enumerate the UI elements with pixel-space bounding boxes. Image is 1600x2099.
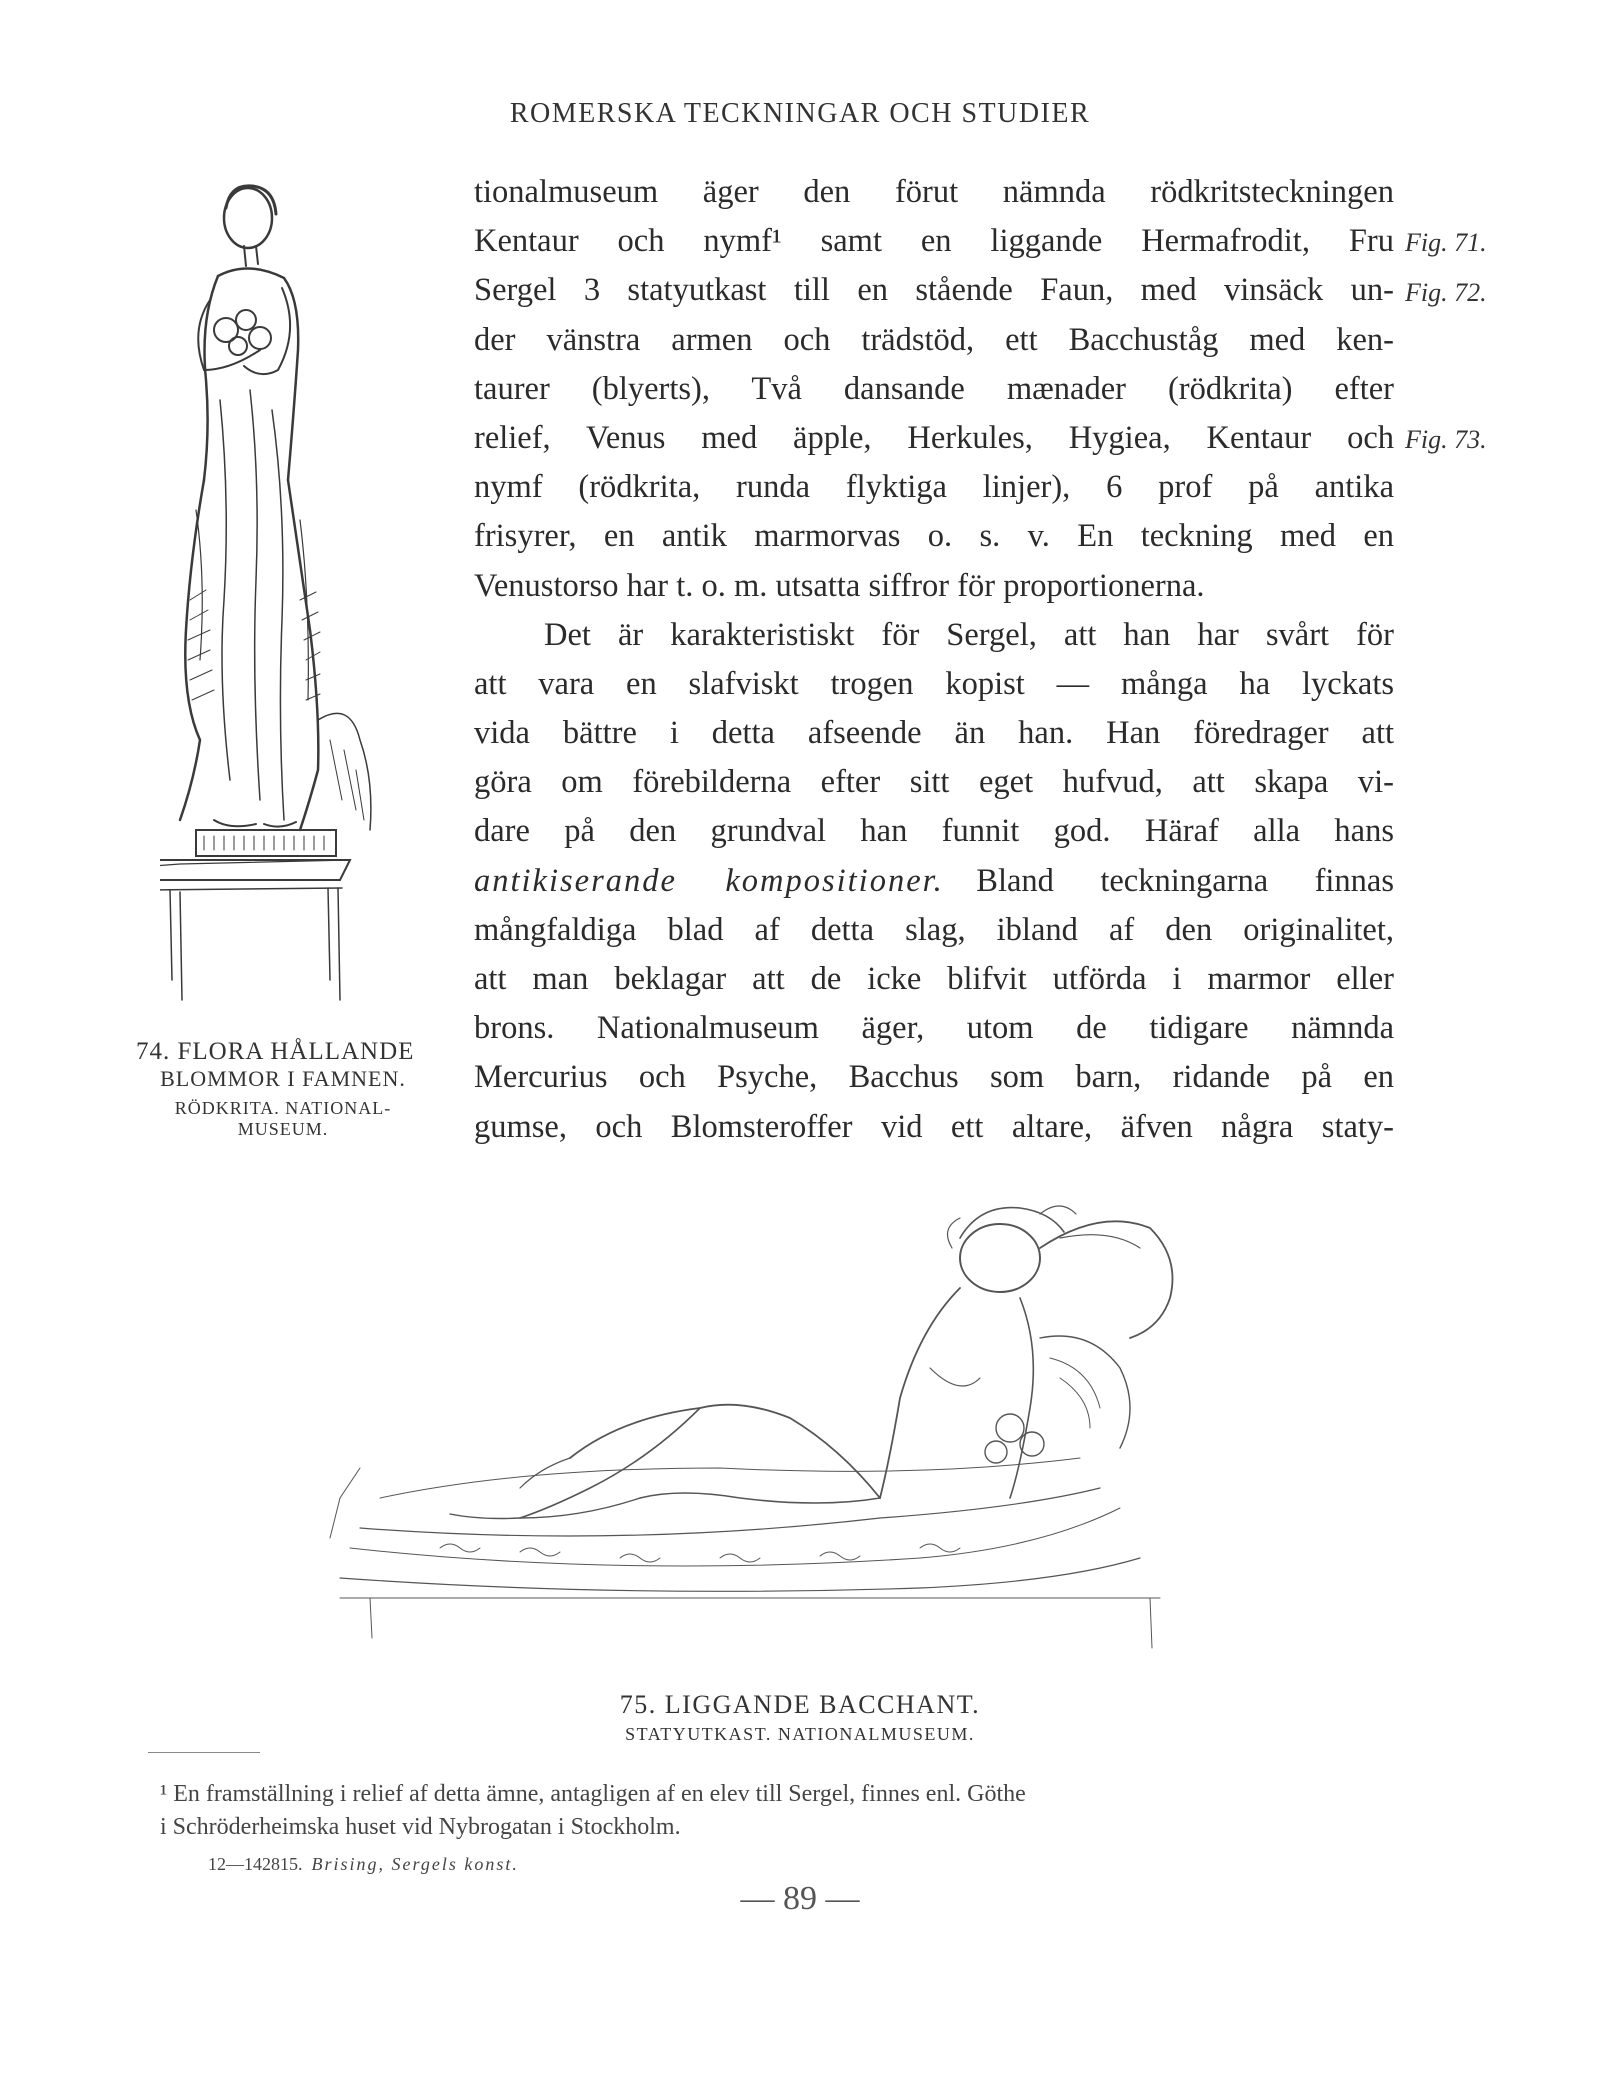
body-line-with-italic [474, 857, 1394, 906]
margin-ref-fig-72: Fig. 72. [1405, 278, 1487, 307]
printer-title: Brising, Sergels konst. [311, 1854, 519, 1874]
figure-75-caption-subtitle: STATYUTKAST. NATIONALMUSEUM. [625, 1724, 975, 1744]
body-line: mångfaldiga blad af detta slag, ibland af den originalitet, [474, 911, 1394, 948]
page-number: — 89 — [740, 1880, 860, 1917]
body-line: relief, Venus med äpple, Herkules, Hygiea, Kentaur och [474, 419, 1394, 456]
body-text [474, 168, 1394, 1152]
body-line: Kentaur och nymf¹ samt en liggande Hermafrodit, Fru [474, 223, 1394, 260]
figure-74-caption [128, 1038, 438, 1140]
body-line: tionalmuseum äger den förut nämnda rödkritsteckningen [474, 174, 1394, 210]
figure-75-caption-title: 75. LIGGANDE BACCHANT. [619, 1690, 981, 1719]
body-line: Det är karakteristiskt för Sergel, att han har svårt för [544, 616, 1394, 653]
footnote [160, 1778, 1360, 1844]
body-line: nymf (rödkrita, runda flyktiga linjer), 6 prof på antika [474, 469, 1394, 506]
footnote-rule [148, 1752, 260, 1753]
body-line: Mercurius och Psyche, Bacchus som barn, ridande på en [474, 1059, 1394, 1096]
figure-75-bacchant-drawing [320, 1168, 1200, 1668]
printer-code: 12—142815. [208, 1854, 303, 1874]
body-line: göra om förebilderna efter sitt eget hufvud, att skapa vi- [474, 764, 1394, 801]
body-line: vida bättre i detta afseende än han. Han föredrager att [474, 715, 1394, 752]
margin-ref-fig-71: Fig. 71. [1405, 228, 1487, 257]
margin-ref-fig-73: Fig. 73. [1405, 425, 1487, 454]
body-line-rest: Bland teckningarna finnas [976, 862, 1394, 899]
footnote-line: i Schröderheimska huset vid Nybrogatan i Stockholm. [160, 1814, 681, 1840]
footnote-line: ¹ En framställning i relief af detta ämne, antagligen af en elev till Sergel, finnes enl. Göthe [160, 1781, 1026, 1807]
figure-74-caption-medium: RÖDKRITA. NATIONAL- [174, 1098, 392, 1118]
printer-signature [208, 1854, 519, 1875]
body-line: frisyrer, en antik marmorvas o. s. v. En teckning med en [474, 518, 1394, 555]
body-line: Sergel 3 statyutkast till en stående Faun, med vinsäck un- [474, 272, 1394, 309]
running-head: ROMERSKA TECKNINGAR OCH STUDIER [509, 98, 1091, 129]
figure-74-caption-title: 74. FLORA HÅLLANDE [136, 1038, 415, 1065]
body-line: att man beklagar att de icke blifvit utförda i marmor eller [474, 961, 1394, 997]
figure-74-caption-location: MUSEUM. [237, 1119, 329, 1139]
body-line: Venustorso har t. o. m. utsatta siffror för proportionerna. [474, 567, 1205, 604]
body-line: taurer (blyerts), Två dansande mænader (rödkrita) efter [474, 370, 1394, 407]
body-line: att vara en slafviskt trogen kopist — många ha lyckats [474, 665, 1394, 702]
figure-75-caption [400, 1690, 1200, 1745]
body-line: gumse, och Blomsteroffer vid ett altare, äfven några staty- [474, 1108, 1394, 1145]
italic-phrase: antikiserande kompositioner. [474, 862, 944, 899]
body-line: dare på den grundval han funnit god. Häraf alla hans [474, 813, 1394, 850]
body-line: der vänstra armen och trädstöd, ett Bacchuståg med ken- [474, 321, 1394, 358]
figure-74-caption-subtitle: BLOMMOR I FAMNEN. [160, 1066, 406, 1091]
body-line: brons. Nationalmuseum äger, utom de tidigare nämnda [474, 1010, 1394, 1047]
figure-74-statue-drawing [160, 180, 450, 1030]
